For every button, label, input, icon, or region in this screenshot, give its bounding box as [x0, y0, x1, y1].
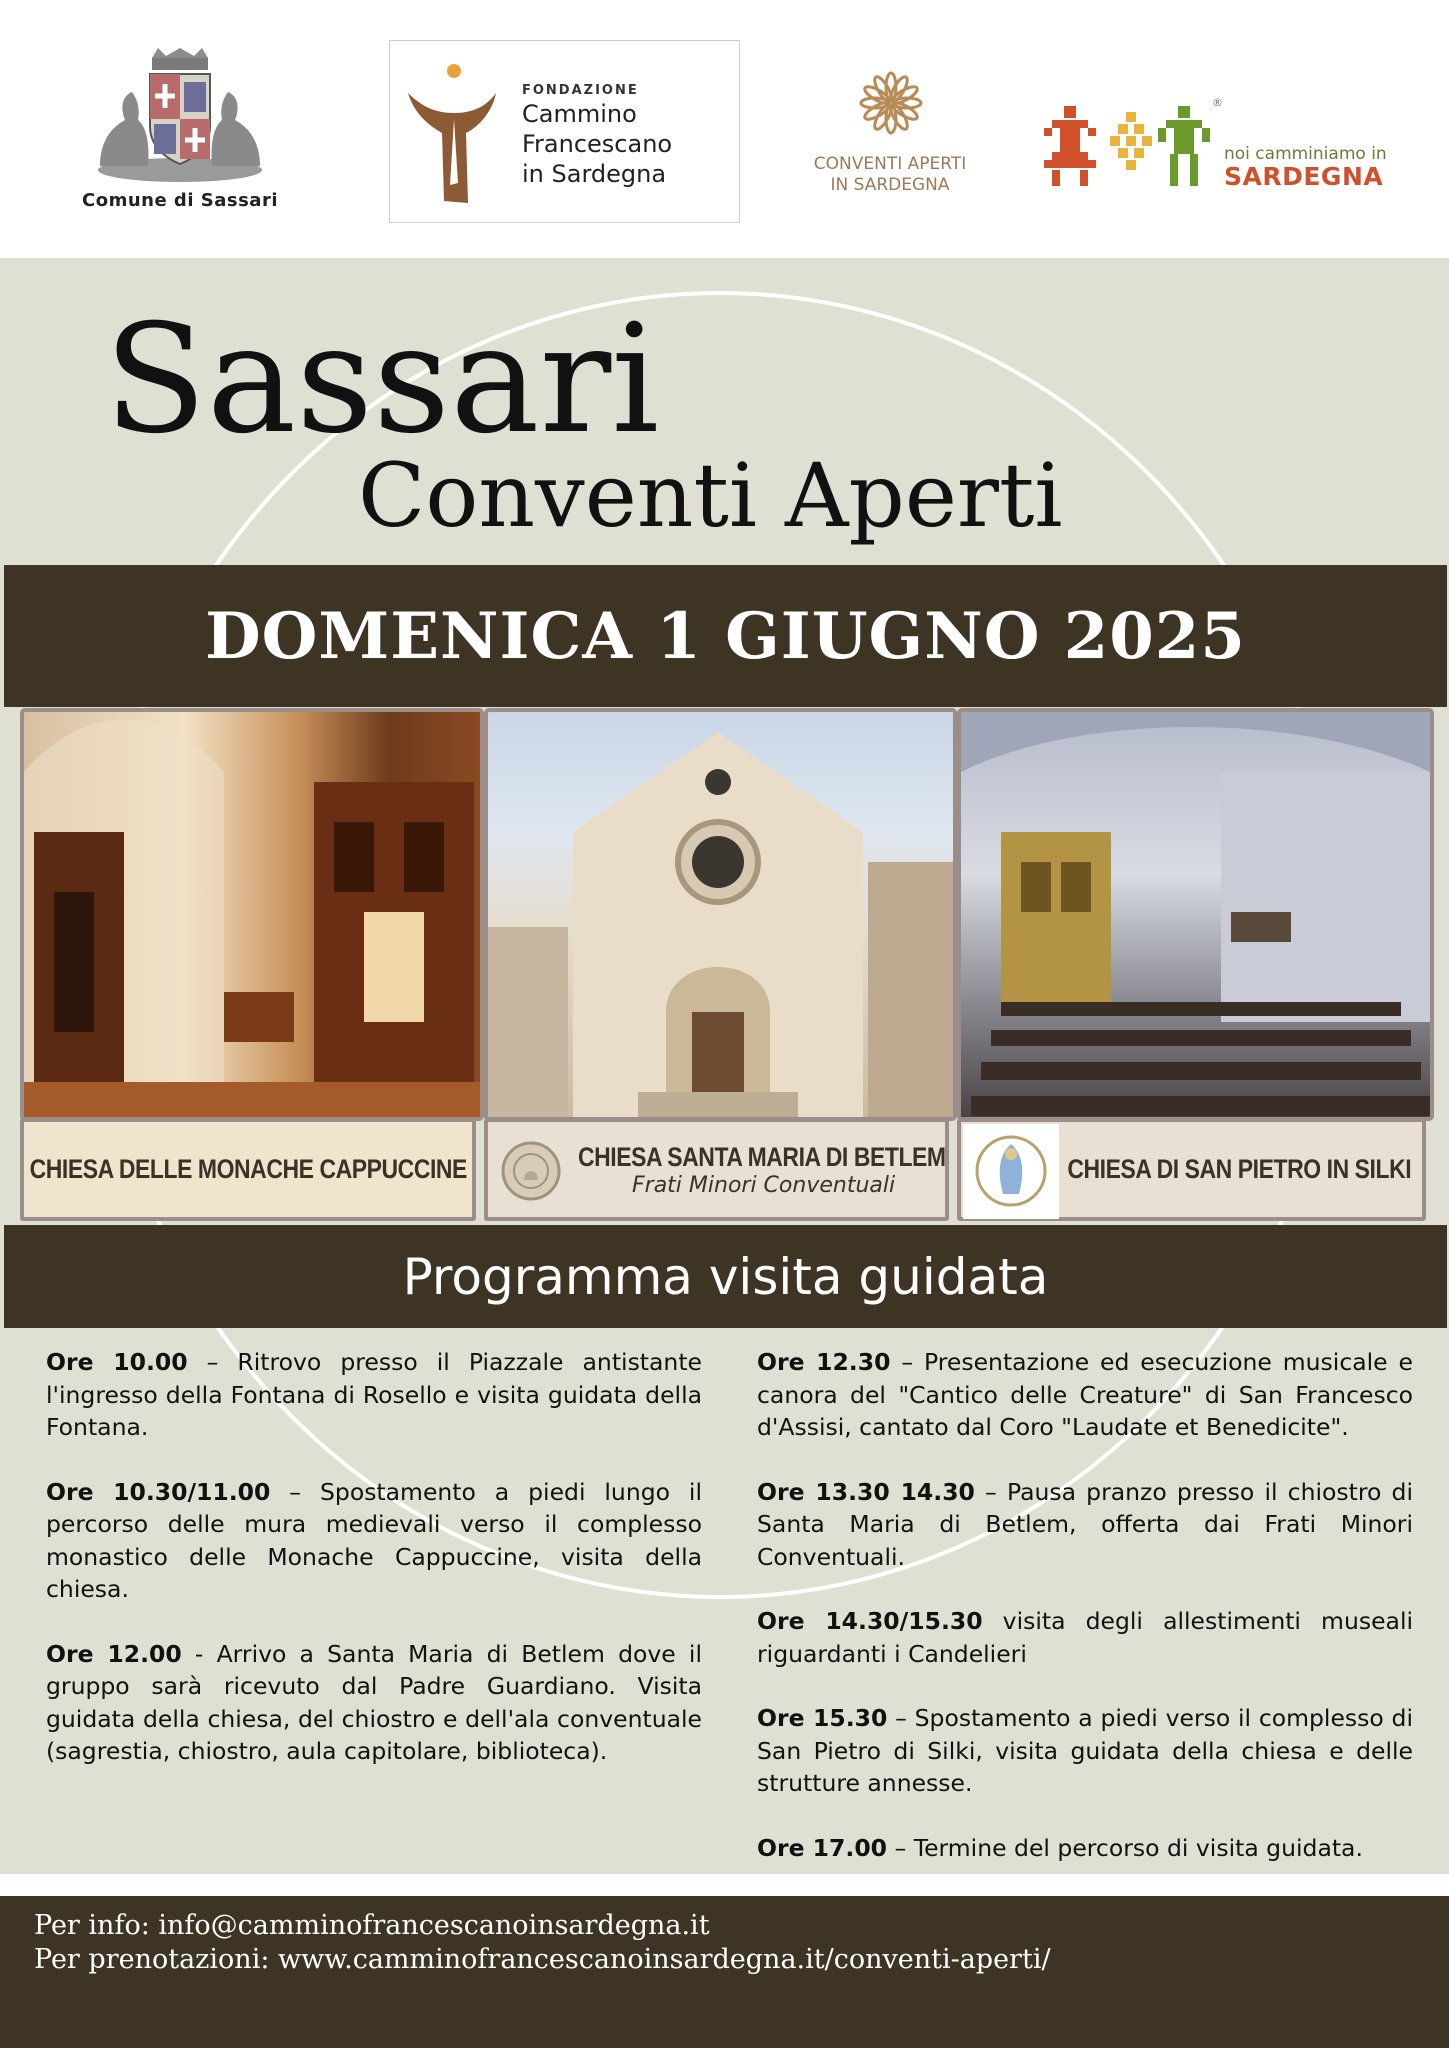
caption-betlem — [484, 1118, 949, 1221]
nave-image — [961, 712, 1430, 1117]
rosette-icon — [858, 70, 924, 136]
event-date: DOMENICA 1 GIUGNO 2025 — [205, 598, 1246, 674]
caption-silki — [957, 1118, 1426, 1221]
footer-separator — [0, 1874, 1449, 1896]
schedule-text: – Pausa pranzo presso il chiostro di Santa Maria di Betlem, offerta dai Frati Minori Conventuali. — [757, 1477, 1413, 1571]
program-left-column — [46, 1346, 702, 1800]
program-heading: Programma visita guidata — [402, 1247, 1049, 1306]
schedule-item — [757, 1832, 1413, 1865]
photo-cappuccine — [20, 708, 484, 1121]
schedule-text: – Spostamento a piedi verso il complesso di San Pietro di Silki, visita guidata della chiesa e delle strutture annesse. — [757, 1704, 1413, 1797]
caption-cappuccine-text: CHIESA DELLE MONACHE CAPPUCCINE — [29, 1154, 467, 1184]
schedule-text: visita degli allestimenti museali riguardanti i Candelieri — [757, 1607, 1414, 1668]
footer-info: Per info: info@camminofrancescanoinsardegna.it — [34, 1910, 710, 1941]
caption-betlem-subtitle: Frati Minori Conventuali — [632, 1172, 896, 1198]
schedule-time: Ore 17.00 — [757, 1833, 888, 1862]
schedule-time: Ore 12.30 — [757, 1348, 891, 1376]
schedule-item — [757, 1346, 1413, 1444]
sardegna-logo — [1040, 96, 1400, 200]
schedule-item — [757, 1702, 1413, 1800]
seal-icon — [500, 1140, 562, 1202]
silki-emblem-icon — [963, 1124, 1059, 1219]
schedule-item — [757, 1605, 1413, 1670]
footer-booking: Per prenotazioni: www.camminofrancescanoinsardegna.it/conventi-aperti/ — [34, 1944, 1051, 1975]
schedule-item — [46, 1476, 702, 1606]
schedule-item — [46, 1346, 702, 1444]
fondazione-line3: in Sardegna — [522, 160, 667, 188]
schedule-time: Ore 10.00 — [46, 1348, 188, 1376]
altar-image — [24, 712, 480, 1117]
page-subtitle: Conventi Aperti — [358, 444, 1063, 547]
fondazione-name — [522, 99, 672, 189]
francis-figure-icon — [404, 63, 500, 203]
footer — [0, 1896, 1449, 2048]
date-banner — [4, 565, 1447, 707]
fondazione-line2: Francescano — [522, 130, 673, 158]
schedule-text: – Spostamento a piedi lungo il percorso delle mura medievali verso il complesso monastico delle Monache Cappuccine, visita della chiesa. — [46, 1477, 702, 1603]
church-facade-image — [488, 712, 953, 1117]
program-banner — [4, 1225, 1447, 1328]
schedule-item — [46, 1638, 702, 1768]
schedule-text: – Presentazione ed esecuzione musicale e canora del "Cantico delle Creature" di San Francesco d'Assisi, cantato dal Coro "Laudate et Benedicite". — [757, 1348, 1413, 1441]
schedule-item — [757, 1476, 1413, 1574]
conventi-logo — [800, 70, 980, 200]
fondazione-line1: Cammino — [522, 100, 637, 128]
conventi-label — [800, 154, 980, 196]
comune-label: Comune di Sassari — [82, 190, 278, 211]
schedule-time: Ore 13.30 14.30 — [757, 1477, 975, 1506]
comune-logo — [80, 48, 280, 218]
schedule-time: Ore 10.30/11.00 — [46, 1477, 271, 1506]
caption-cappuccine — [20, 1118, 476, 1221]
comune-crest-icon — [80, 48, 280, 188]
conventi-line1: CONVENTI APERTI — [813, 154, 967, 174]
schedule-time: Ore 14.30/15.30 — [757, 1607, 983, 1635]
fondazione-logo — [389, 40, 740, 223]
schedule-time: Ore 15.30 — [757, 1704, 888, 1732]
schedule-text: – Termine del percorso di visita guidata. — [887, 1833, 1363, 1862]
schedule-time: Ore 12.00 — [46, 1639, 182, 1668]
photo-betlem — [484, 708, 957, 1121]
header-logos — [0, 0, 1449, 258]
caption-silki-text: CHIESA DI SAN PIETRO IN SILKI — [1067, 1154, 1412, 1184]
program-right-column — [757, 1346, 1413, 1896]
schedule-text: - Arrivo a Santa Maria di Betlem dove il gruppo sarà ricevuto dal Padre Guardiano. Visita guidata della chiesa, del chiostro e dell'ala conventuale (sagrestia, chiostro, aula capitolare, biblioteca). — [46, 1639, 702, 1765]
conventi-line2: IN SARDEGNA — [830, 175, 950, 195]
caption-betlem-text: CHIESA SANTA MARIA DI BETLEM — [578, 1141, 946, 1172]
pixel-figures-icon — [1040, 106, 1220, 190]
sardegna-line2: SARDEGNA — [1224, 162, 1384, 191]
photo-silki — [957, 708, 1434, 1121]
registered-mark: ® — [1212, 96, 1223, 109]
schedule-text: – Ritrovo presso il Piazzale antistante l'ingresso della Fontana di Rosello e visita guidata della Fontana. — [46, 1348, 702, 1441]
page-title: Sassari — [104, 293, 660, 467]
fondazione-small: FONDAZIONE — [522, 83, 639, 98]
sardegna-line1: noi camminiamo in — [1224, 144, 1387, 164]
